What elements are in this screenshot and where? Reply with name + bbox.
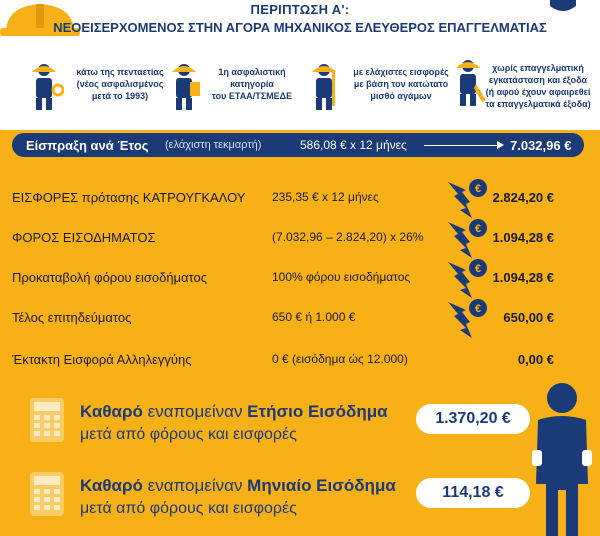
euro-down-icon: [446, 178, 492, 218]
feature-line: κάτω της πενταετίας: [76, 67, 164, 77]
svg-text:€: €: [474, 223, 482, 235]
row-label: Τέλος επιτηδεύματος: [12, 310, 132, 325]
row-value: 650,00 €: [503, 310, 554, 325]
monthly-subheading: μετά από φόρους και εισφορές: [80, 500, 297, 517]
svg-text:€: €: [474, 183, 482, 195]
euro-down-icon: [446, 258, 492, 298]
calculator-icon: [30, 472, 64, 516]
row-value: 1.094,28 €: [492, 230, 554, 245]
deduction-row: [0, 258, 600, 298]
deduction-row: [0, 298, 600, 338]
row-formula: 100% φόρου εισοδήματος: [272, 270, 411, 284]
monthly-net-income: [0, 472, 600, 532]
row-label: Έκτακτη Εισφορά Αλληλεγγύης: [12, 352, 192, 367]
person-empty-pockets-icon: [530, 380, 594, 536]
income-bar: [12, 133, 584, 157]
feature-line: (ή αφού έχουν αφαιρεθεί: [485, 87, 591, 97]
engineer-icon: [28, 62, 64, 110]
monthly-heading-mid: εναπομείναν: [142, 476, 248, 495]
feature-line: με ελάχιστες εισφορές: [353, 67, 449, 77]
feature-item: [308, 62, 458, 118]
engineer-icon: [168, 62, 204, 110]
arrow-right-icon: [424, 145, 502, 146]
income-value: 7.032,96 €: [510, 138, 572, 153]
monthly-value: 114,18 €: [416, 478, 530, 508]
row-formula: (7.032,96 – 2.824,20) x 26%: [272, 230, 424, 244]
row-value: 0,00 €: [517, 352, 554, 367]
income-note: (ελάχιστη τεκμαρτή): [165, 139, 262, 151]
euro-down-icon: [446, 218, 492, 258]
row-value: 1.094,28 €: [492, 270, 554, 285]
euro-down-icon: [446, 298, 492, 338]
feature-line: με βάση τον κατώτατο: [353, 79, 449, 89]
page-title: ΠΕΡΙΠΤΩΣΗ Α':: [250, 2, 350, 17]
annual-heading-bold: Καθαρό: [80, 402, 143, 421]
feature-line: (νέος ασφαλισμένος: [76, 79, 164, 89]
svg-text:€: €: [474, 303, 482, 315]
feature-line: εγκατάσταση και έξοδα: [488, 75, 588, 85]
feature-line: τα επαγγελματικά έξοδα): [485, 99, 591, 109]
svg-text:€: €: [474, 263, 482, 275]
row-formula: 0 € (εισόδημα ώς 12.000): [272, 352, 408, 366]
deduction-row: [0, 218, 600, 258]
annual-net-income: [0, 398, 600, 458]
row-label: ΕΙΣΦΟΡΕΣ πρότασης ΚΑΤΡΟΥΓΚΑΛΟΥ: [12, 190, 246, 205]
deduction-row: [0, 178, 600, 218]
income-formula: 586,08 € x 12 μήνες: [300, 138, 407, 152]
engineer-icon: [308, 62, 344, 110]
row-label: Προκαταβολή φόρου εισοδήματος: [12, 270, 207, 285]
annual-heading-bold-2: Ετήσιο Εισόδημα: [247, 402, 388, 421]
feature-item: [452, 58, 598, 114]
annual-value: 1.370,20 €: [416, 404, 530, 434]
page-subtitle: ΝΕΟΕΙΣΕΡΧΟΜΕΝΟΣ ΣΤΗΝ ΑΓΟΡΑ ΜΗΧΑΝΙΚΟΣ ΕΛΕΥΘΕΡΟΣ ΕΠΑΓΓΕΛΜΑΤΙΑΣ: [53, 20, 547, 35]
calculator-icon: [30, 398, 64, 442]
feature-line: κατηγορία: [230, 79, 274, 89]
feature-line: χωρίς επαγγελματική: [492, 63, 584, 73]
row-formula: 235,35 € x 12 μήνες: [272, 190, 379, 204]
feature-item: [28, 62, 168, 118]
monthly-heading-bold-2: Μηνιαίο Εισόδημα: [247, 476, 396, 495]
row-label: ΦΟΡΟΣ ΕΙΣΟΔΗΜΑΤΟΣ: [12, 230, 156, 245]
row-formula: 650 € ή 1.000 €: [272, 310, 356, 324]
feature-line: του ΕΤΑΑ/ΤΣΜΕΔΕ: [211, 91, 293, 101]
monthly-heading: [80, 476, 396, 496]
feature-item: [168, 62, 308, 118]
header-section: [0, 0, 600, 130]
annual-heading-mid: εναπομείναν: [142, 402, 248, 421]
deduction-row: [0, 340, 600, 380]
annual-subheading: μετά από φόρους και εισφορές: [80, 426, 297, 443]
monthly-heading-bold: Καθαρό: [80, 476, 143, 495]
annual-heading: [80, 402, 388, 422]
feature-line: 1η ασφαλιστική: [218, 67, 286, 77]
feature-line: μισθό αγάμων: [370, 91, 432, 101]
row-value: 2.824,20 €: [492, 190, 554, 205]
feature-line: μετά το 1993): [91, 91, 149, 101]
income-label: Είσπραξη ανά Έτος: [26, 138, 149, 153]
